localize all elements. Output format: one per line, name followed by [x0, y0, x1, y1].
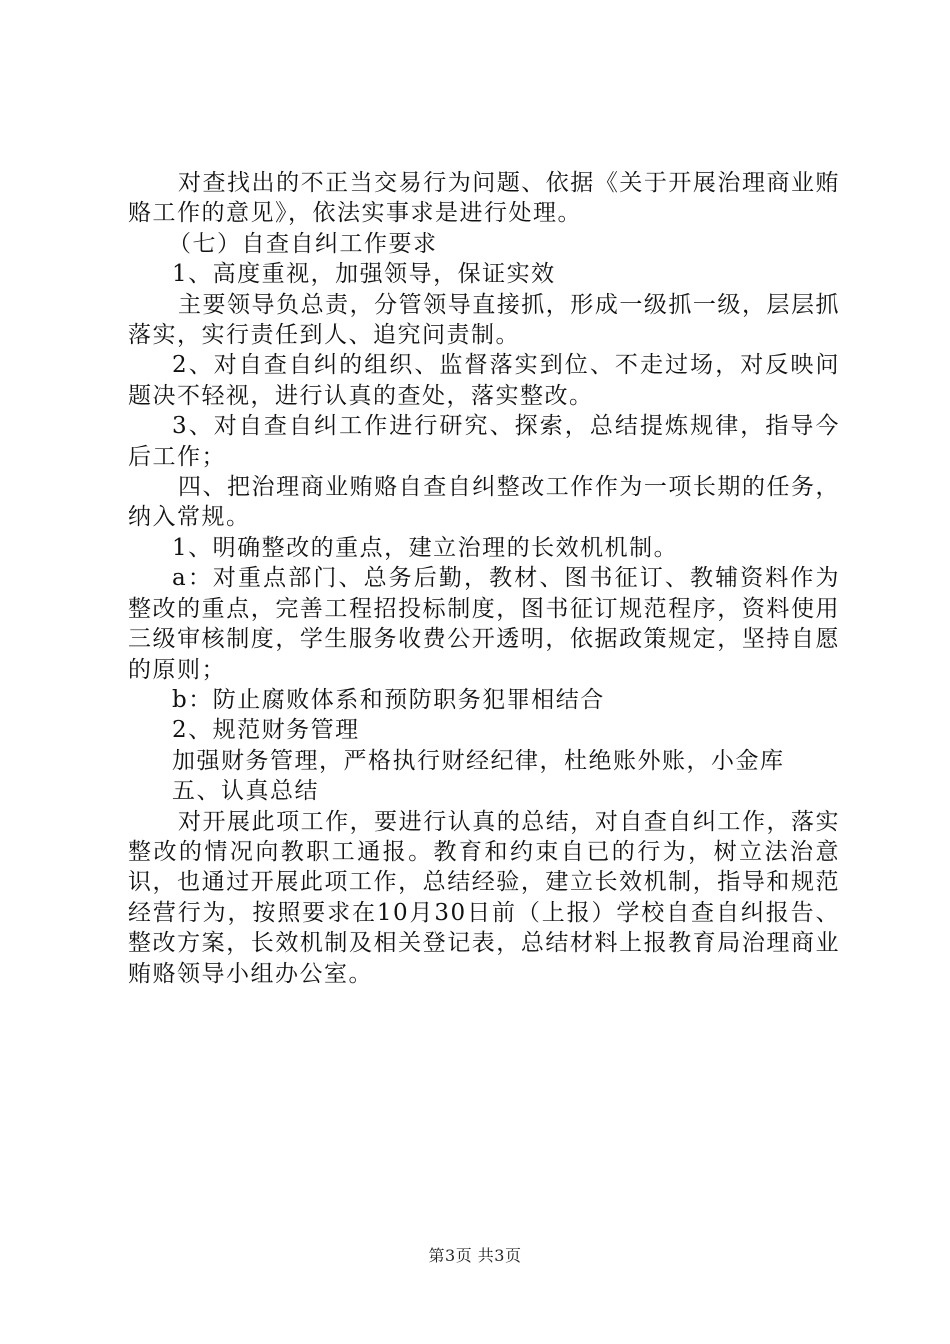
- list-item-key-points: 1、明确整改的重点，建立治理的长效机机制。: [172, 534, 679, 561]
- list-item-finance: 2、规范财务管理: [172, 717, 360, 744]
- list-item-leadership: 1、高度重视，加强领导，保证实效: [172, 261, 556, 288]
- section-heading-requirements: （七）自查自纠工作要求: [168, 230, 438, 257]
- page-footer: 第3页 共3页: [428, 1246, 522, 1265]
- paragraph-handling: 对查找出的不正当交易行为问题、依据《关于开展治理商业贿赂工作的意见》，依法实事求是进行处理。: [128, 170, 840, 227]
- list-item-supervision: 2、对自查自纠的组织、监督落实到位、不走过场，对反映问题决不轻视，进行认真的查处，落实整改。: [128, 352, 840, 409]
- list-item-research: 3、对自查自纠工作进行研究、探索，总结提炼规律，指导今后工作；: [128, 413, 840, 470]
- section-heading-summary: 五、认真总结: [172, 778, 319, 805]
- document-body: [128, 168, 840, 989]
- list-item-b: b：防止腐败体系和预防职务犯罪相结合: [172, 686, 605, 713]
- list-item-a: a：对重点部门、总务后勤，教材、图书征订、教辅资料作为整改的重点，完善工程招投标制度，图书征订规范程序，资料使用三级审核制度，学生服务收费公开透明，依据政策规定，坚持自愿的原则；: [128, 565, 840, 683]
- paragraph-finance: 加强财务管理，严格执行财经纪律，杜绝账外账，小金库: [172, 747, 785, 774]
- section-heading-long-term: 四、把治理商业贿赂自查自纠整改工作作为一项长期的任务，纳入常规。: [128, 474, 840, 531]
- paragraph-summary: 对开展此项工作，要进行认真的总结，对自查自纠工作，落实整改的情况向教职工通报。教育和约束自已的行为，树立法治意识，也通过开展此项工作，总结经验，建立长效机制，指导和规范经营行为，按照要求在10月30日前（上报）学校自查自纠报告、整改方案，长效机制及相关登记表，总结材料上报教育局治理商业贿赂领导小组办公室。: [128, 808, 840, 987]
- paragraph-responsibility: 主要领导负总责，分管领导直接抓，形成一级抓一级，层层抓落实，实行责任到人、追究问责制。: [128, 291, 840, 349]
